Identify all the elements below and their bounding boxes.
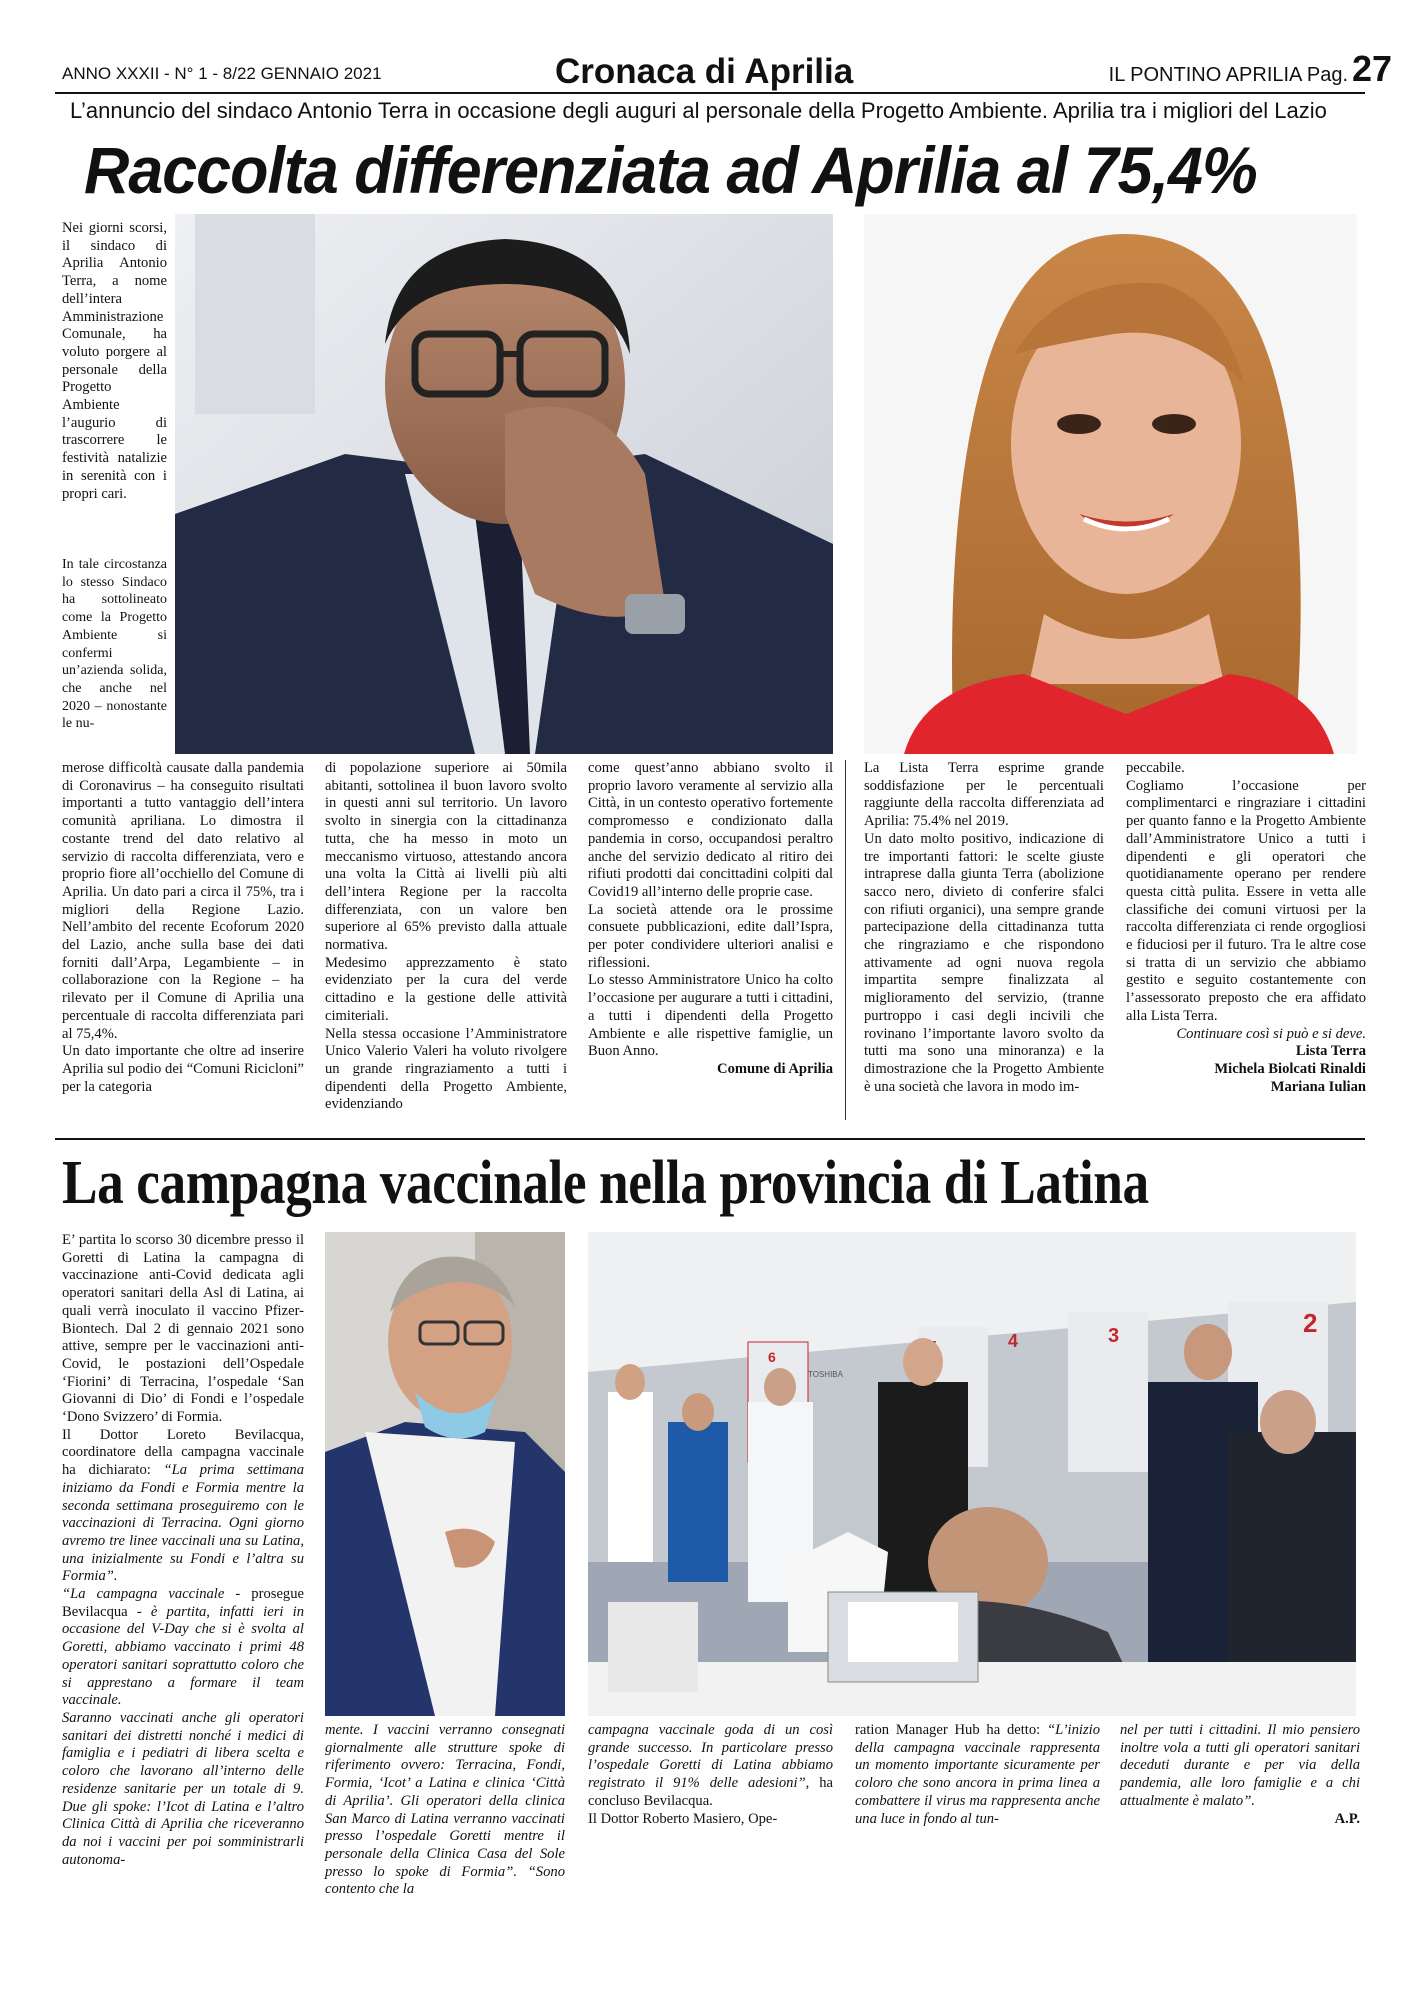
article1-paragraph-1: Nei giorni scorsi, il sindaco di Aprilia Antonio Terra, a nome dell’intera Amministrazione Comunale, ha voluto porgere al personale della Progetto Ambiente l’augurio di trascorrere le festività natalizie in serenità con i propri cari. [62,220,167,502]
article2-column-3 [588,1722,833,1828]
section-rule [55,1138,1365,1140]
doctor-photo [325,1232,565,1716]
article2-column-4 [855,1722,1100,1828]
article2-headline: La campagna vaccinale nella provincia di Latina [62,1149,1149,1217]
article1-column-1 [62,760,304,1096]
article1-paragraph-7: Lo stesso Amministratore Unico ha colto l’occasione per augurare a tutti i cittadini, a tutti i dipendenti della Progetto Ambiente e alle rispettive famiglie, un Buon Anno. [588,972,833,1060]
cart-label: TOSHIBA [808,1370,843,1379]
booth-number-6: 6 [768,1349,776,1365]
article2-paragraph-1: E’ partita lo scorso 30 dicembre presso il Goretti di Latina la campagna di vaccinazione anti-Covid dedicata agli operatori sanitari della Asl di Latina, ai quali verrà inoculato il vaccino Pfizer-Biontech. Dal 2 di gennaio 2021 sono attive, sempre per le vaccinazioni anti-Covid, le postazioni dell’Ospedale ‘Fiorini’ di Terracina, l’ospedale ‘San Giovanni di Dio’ di Fondi e l’ospedale ‘Dono Svizzero’ di Formia. [62,1232,304,1426]
issue-info: ANNO XXXII - N° 1 - 8/22 GENNAIO 2021 [62,64,382,83]
lista-terra-paragraph-4: Continuare così si può e si deve. [1176,1025,1366,1042]
article1-paragraph-5a: Nella stessa occasione l’Amministratore Unico Valerio Valeri ha voluto rivolgere un grande ringraziamento a tutti i dipendenti della Progetto Ambiente, evidenziando [325,1025,567,1113]
article2-paragraph-5c: nel per tutti i cittadini. Il mio pensiero inoltre vola a tutti gli operatori sanitari deceduti durante e per via della pandemia, alle loro famiglie e a chi attualmente è malato”. [1120,1722,1360,1809]
article1-signature: Comune di Aprilia [717,1060,833,1077]
article1-paragraph-3a: Un dato importante che oltre ad inserire Aprilia sul podio dei “Comuni Ricicloni” per la categoria [62,1043,304,1095]
booth-number-2: 2 [1303,1308,1318,1338]
article2-paragraph-4b: mente. I vaccini verranno consegnati giornalmente alle strutture spoke di riferimento ovvero: Terracina, Fondi, Formia, ‘Icot’ a Latina e clinica ‘Città di Aprilia’. Gli operatori della clinica San Marco di Latina verranno vaccinati presso l’ospedale Goretti mentre il personale della Clinica Casa del Sole presso lo spoke di Formia”. “Sono contento che la [325,1722,565,1898]
section-title: Cronaca di Aprilia [555,52,854,91]
article1-headline: Raccolta differenziata ad Aprilia al 75,4% [84,133,1257,207]
article1-paragraph-2a: In tale circostanza lo stesso Sindaco ha sottolineato come la Progetto Ambiente si confermi un’azienda solida, che anche nel 2020 – nonostante le nu- [62,557,167,732]
lista-terra-signature-2: Michela Biolcati Rinaldi [1214,1060,1366,1077]
article2-signature: A.P. [1334,1810,1360,1827]
article1-column-1a [62,220,167,503]
lista-terra-paragraph-2a: Un dato molto positivo, indicazione di tre importanti fattori: le scelte giuste intraprese dalla giunta Terra (abolizione sacco nero, divieto di conferire sfalci con rifiuti organici), una sempre grande partecipazione della cittadinanza tutta che ringraziamo e che rispondono attivamente ad ogni nuova regola impartita sempre finalizzata al miglioramento del servizio, (tranne purtroppo i casi degli incivili che rovinano l’importante lavoro svolto da tutti ma sono una minoranza) e la dimostrazione che la Progetto Ambiente è una società che lavora in modo im- [864,830,1104,1095]
article1-column-3 [588,760,833,1079]
article1-paragraph-2: merose difficoltà causate dalla pandemia di Coronavirus – ha conseguito risultati importanti a tutto vantaggio dell’intera comunità apriliana. Lo dimostra il costante trend del dato relativo al servizio di raccolta differenziata, vero e proprio fiore all’occhiello del Comune di Aprilia. Un dato pari a circa il 75%, tra i migliori della Regione Lazio. Nell’ambito del recente Ecoforum 2020 del Lazio, anche sulla base dei dati forniti dall’Arpa, Legambiente – in collaborazione con la Regione – ha rilevato per il Comune di Aprilia una percentuale di raccolta differenziata pari al 75,4%. [62,760,304,1042]
lista-terra-paragraph-1: La Lista Terra esprime grande soddisfazione per le percentuali raggiunte della raccolta differenziata ad Aprilia: 75.4% nel 2019. [864,760,1104,830]
publication-name: IL PONTINO APRILIA Pag. [1108,64,1348,86]
article1-kicker: L’annuncio del sindaco Antonio Terra in occasione degli auguri al personale della Progetto Ambiente. Aprilia tra i migliori del Lazio [70,98,1327,123]
lista-terra-column-2 [1126,760,1366,1096]
article2-paragraph-5b: ration Manager Hub ha detto: “L’inizio della campagna vaccinale rappresenta un momento importante sicuramente per coloro che sono ancora in prima linea a combattere il virus ma rappresenta anche una luce in fondo al tun- [855,1722,1100,1827]
lista-terra-signature-3: Mariana Iulian [1270,1078,1366,1095]
article1-paragraph-5b: come quest’anno abbiano svolto il proprio lavoro veramente al servizio alla Città, in un contesto operativo fortemente compromesso e condizionato dalla pandemia in corso, occupandosi peraltro anche del servizio dedicato al ritiro dei rifiuti prodotti dai concittadini colpiti dal Covid19 all’interno delle proprie case. [588,760,833,900]
article2-paragraph-4c: campagna vaccinale goda di un così grande successo. In particolare presso l’ospedale Goretti di Latina abbiamo registrato il 91% delle adesioni”, ha concluso Bevilacqua. [588,1722,833,1809]
vaccine-hub-photo [588,1232,1356,1716]
article1-paragraph-4: Medesimo apprezzamento è stato evidenziato per la cura del verde cittadino e la gestione delle attività cimiteriali. [325,954,567,1024]
article2-column-5 [1120,1722,1360,1828]
article2-paragraph-4a: Saranno vaccinati anche gli operatori sanitari dei distretti nonché i medici di famiglia e i pediatri di libera scelta e coloro che lavorano all’interno delle residenze sanitarie per un totale di 9. Due gli spoke: l’Icot di Latina e l’altro Clinica Città di Aprilia che riceveranno da noi i vaccini per poi somministrarli autonoma- [62,1709,304,1868]
article2-paragraph-5a: Il Dottor Roberto Masiero, Ope- [588,1810,778,1827]
lista-terra-paragraph-3: Cogliamo l’occasione per complimentarci e ringraziare i cittadini per quanto fanno e la Progetto Ambiente dall’Amministratore Unico a tutti i dipendenti e gli operatori che quotidianamente operano per rendere questa città pulita. Essere in vetta alle classifiche dei comuni virtuosi per la raccolta differenziata ci rende orgogliosi e fiduciosi per il futuro. Tra le altre cose si tratta di un servizio che abbiamo gestito e seguito costantemente con l’assessorato preposto che era affidato alla Lista Terra. [1126,777,1366,1024]
header-rule [55,92,1365,94]
lista-terra-paragraph-2b: peccabile. [1126,760,1185,776]
article2-quote-1: “La prima settimana iniziamo da Fondi e Formia mentre la seconda settimana proseguiremo con le vaccinazioni di Terracina. Ogni giorno avremo tre linee vaccinali una su Latina, una inizialmente su Fondi e l’altra su Formia”. [62,1462,304,1585]
lista-terra-column-1 [864,760,1104,1096]
lista-terra-photo [864,214,1357,754]
article1-paragraph-6: La società attende ora le prossime consuete pubblicazioni, edite dall’Ispra, per poter condividere ulteriori analisi e riflessioni. [588,901,833,971]
article2-paragraph-3: “La campagna vaccinale - prosegue Bevilacqua - è partita, infatti ieri in occasione del V-Day che si è svolta al Goretti, abbiamo vaccinato i primi 48 operatori sanitari soprattutto coloro che si apprestano a formare il team vaccinale. [62,1586,304,1709]
column-divider [845,760,846,1120]
article1-paragraph-3b: di popolazione superiore ai 50mila abitanti, sottolinea il buon lavoro svolto in questi anni sul territorio. Un lavoro svolto in sinergia con la cittadinanza tutta, che ha messo in moto un meccanismo virtuoso, attestando ancora una volta la Città ai livelli più alti dell’intera Regione per la raccolta differenziata, con un valore ben superiore al 65% previsto dalla attuale normativa. [325,760,567,954]
article1-column-2 [325,760,567,1114]
article2-column-1 [62,1232,304,1869]
lista-terra-signature-1: Lista Terra [1295,1043,1366,1060]
booth-number-4: 4 [1008,1331,1019,1351]
page-number: 27 [1351,48,1392,89]
article2-paragraph-2: Il Dottor Loreto Bevilacqua, coordinatore della campagna vaccinale ha dichiarato: “La prima settimana iniziamo da Fondi e Formia mentre la seconda settimana proseguiremo con le vaccinazioni di Terracina. Ogni giorno avremo tre linee vaccinali una su Latina, una inizialmente su Fondi e l’altra su Formia”. [62,1426,304,1585]
article2-column-2 [325,1722,565,1899]
mayor-photo [175,214,833,754]
article1-column-1b [62,556,167,733]
booth-number-3: 3 [1108,1325,1120,1347]
